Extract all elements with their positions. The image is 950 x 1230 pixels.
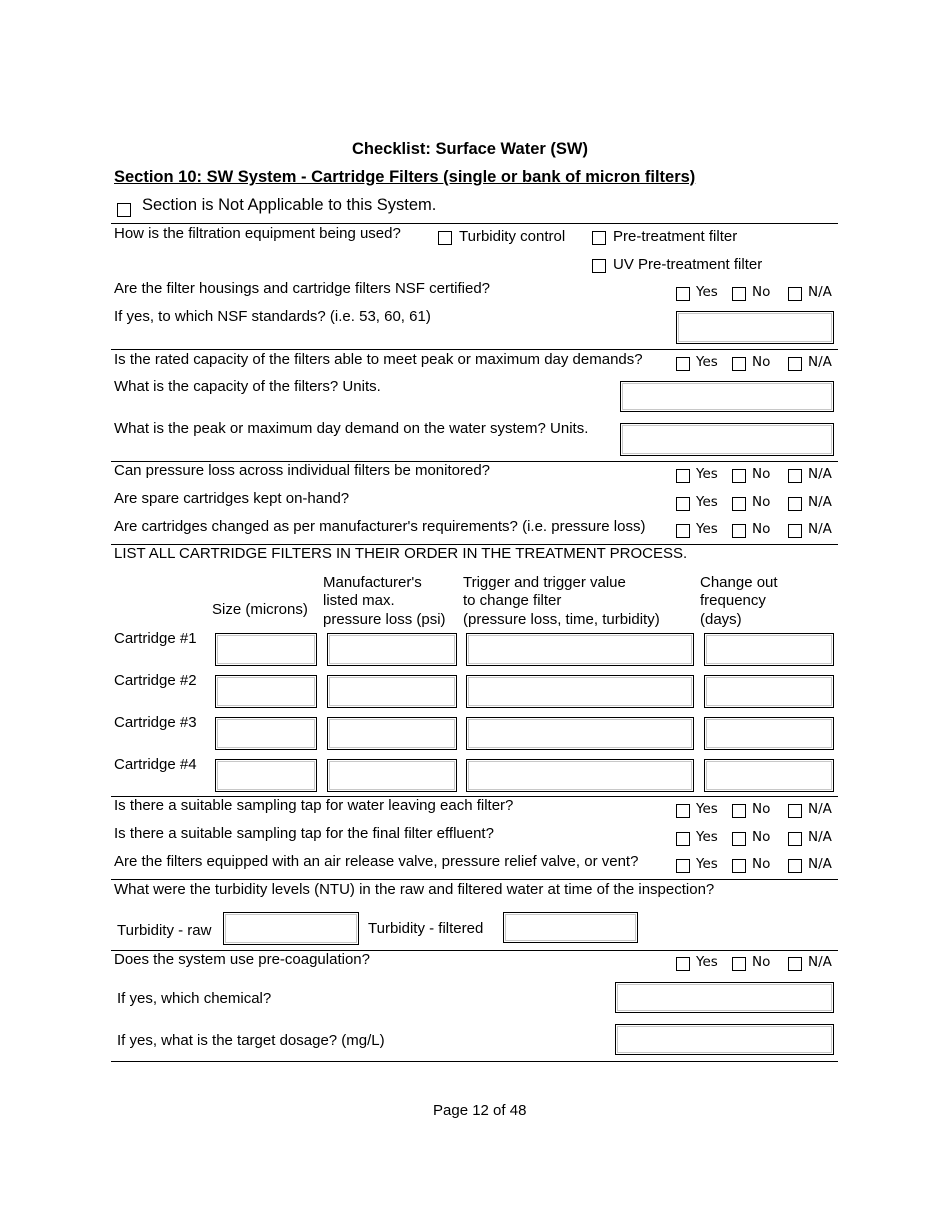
tap-final-na-label: N/A bbox=[808, 829, 832, 845]
spare-yes-label: Yes bbox=[696, 494, 718, 510]
turbidity-raw-field[interactable] bbox=[223, 912, 359, 945]
turbidity-filtered-field[interactable] bbox=[503, 912, 638, 943]
col-change-header-1: Change out bbox=[700, 574, 778, 591]
page-number: Page 12 of 48 bbox=[433, 1102, 527, 1119]
capacity-yes-label: Yes bbox=[696, 354, 718, 370]
q-nsf-label: Are the filter housings and cartridge filters NSF certified? bbox=[114, 280, 491, 297]
tap-each-yes-label: Yes bbox=[696, 801, 718, 817]
tap-each-yes-checkbox[interactable] bbox=[676, 804, 690, 818]
precoag-na-label: N/A bbox=[808, 954, 832, 970]
q-use-label: How is the filtration equipment being used? bbox=[114, 225, 401, 242]
pretreatment-checkbox[interactable] bbox=[592, 231, 606, 245]
cartridge-3-size-field[interactable] bbox=[215, 717, 317, 750]
col-trigger-header-2: to change filter bbox=[463, 592, 562, 609]
q-dosage-label: If yes, what is the target dosage? (mg/L) bbox=[117, 1032, 385, 1049]
col-trigger-header-3: (pressure loss, time, turbidity) bbox=[463, 611, 660, 628]
cartridge-2-pressure-field[interactable] bbox=[327, 675, 457, 708]
q-chemical-label: If yes, which chemical? bbox=[117, 990, 272, 1007]
q-turbidity-label: What were the turbidity levels (NTU) in the raw and filtered water at time of the inspection? bbox=[114, 881, 715, 898]
cartridge-4-frequency-field[interactable] bbox=[704, 759, 834, 792]
tap-final-yes-label: Yes bbox=[696, 829, 718, 845]
pressure-loss-yes-label: Yes bbox=[696, 466, 718, 482]
chemical-field[interactable] bbox=[615, 982, 834, 1013]
cartridge-1-frequency-field[interactable] bbox=[704, 633, 834, 666]
changed-yes-label: Yes bbox=[696, 521, 718, 537]
divider bbox=[111, 223, 838, 224]
uv-pretreatment-checkbox[interactable] bbox=[592, 259, 606, 273]
cartridge-4-size-field[interactable] bbox=[215, 759, 317, 792]
pressure-loss-na-label: N/A bbox=[808, 466, 832, 482]
section-heading: Section 10: SW System - Cartridge Filters (single or bank of micron filters) bbox=[114, 168, 696, 186]
cartridge-2-size-field[interactable] bbox=[215, 675, 317, 708]
precoag-no-label: No bbox=[752, 954, 771, 970]
valve-na-label: N/A bbox=[808, 856, 832, 872]
divider bbox=[111, 879, 838, 880]
col-trigger-header-1: Trigger and trigger value bbox=[463, 574, 626, 591]
spare-na-checkbox[interactable] bbox=[788, 497, 802, 511]
cartridge-3-trigger-field[interactable] bbox=[466, 717, 694, 750]
pressure-loss-no-checkbox[interactable] bbox=[732, 469, 746, 483]
not-applicable-label: Section is Not Applicable to this System. bbox=[142, 196, 437, 214]
col-change-header-2: frequency bbox=[700, 592, 766, 609]
nsf-na-label: N/A bbox=[808, 284, 832, 300]
changed-no-label: No bbox=[752, 521, 771, 537]
cartridge-2-trigger-field[interactable] bbox=[466, 675, 694, 708]
precoag-yes-label: Yes bbox=[696, 954, 718, 970]
pressure-loss-na-checkbox[interactable] bbox=[788, 469, 802, 483]
capacity-field[interactable] bbox=[620, 381, 834, 412]
valve-yes-label: Yes bbox=[696, 856, 718, 872]
q-peak-label: What is the peak or maximum day demand on the water system? Units. bbox=[114, 420, 589, 437]
capacity-na-checkbox[interactable] bbox=[788, 357, 802, 371]
changed-na-label: N/A bbox=[808, 521, 832, 537]
cartridge-2-frequency-field[interactable] bbox=[704, 675, 834, 708]
col-change-header-3: (days) bbox=[700, 611, 742, 628]
col-mfr-header-1: Manufacturer's bbox=[323, 574, 422, 591]
cartridge-4-trigger-field[interactable] bbox=[466, 759, 694, 792]
nsf-standards-field[interactable] bbox=[676, 311, 834, 344]
q-tap-each-label: Is there a suitable sampling tap for water leaving each filter? bbox=[114, 797, 514, 814]
changed-na-checkbox[interactable] bbox=[788, 524, 802, 538]
pressure-loss-no-label: No bbox=[752, 466, 771, 482]
cartridge-3-pressure-field[interactable] bbox=[327, 717, 457, 750]
nsf-yes-label: Yes bbox=[696, 284, 718, 300]
cartridge-4-label: Cartridge #4 bbox=[114, 756, 197, 773]
cartridge-1-label: Cartridge #1 bbox=[114, 630, 197, 647]
precoag-no-checkbox[interactable] bbox=[732, 957, 746, 971]
capacity-yes-checkbox[interactable] bbox=[676, 357, 690, 371]
spare-no-checkbox[interactable] bbox=[732, 497, 746, 511]
changed-no-checkbox[interactable] bbox=[732, 524, 746, 538]
pressure-loss-yes-checkbox[interactable] bbox=[676, 469, 690, 483]
turbidity-raw-label: Turbidity - raw bbox=[117, 922, 212, 939]
tap-each-na-label: N/A bbox=[808, 801, 832, 817]
dosage-field[interactable] bbox=[615, 1024, 834, 1055]
cartridge-3-label: Cartridge #3 bbox=[114, 714, 197, 731]
page-title: Checklist: Surface Water (SW) bbox=[352, 140, 588, 158]
precoag-na-checkbox[interactable] bbox=[788, 957, 802, 971]
cartridge-4-pressure-field[interactable] bbox=[327, 759, 457, 792]
spare-no-label: No bbox=[752, 494, 771, 510]
valve-na-checkbox[interactable] bbox=[788, 859, 802, 873]
precoag-yes-checkbox[interactable] bbox=[676, 957, 690, 971]
uv-pretreatment-label: UV Pre-treatment filter bbox=[613, 256, 763, 273]
q-precoag-label: Does the system use pre-coagulation? bbox=[114, 951, 370, 968]
nsf-no-checkbox[interactable] bbox=[732, 287, 746, 301]
col-mfr-header-2: listed max. bbox=[323, 592, 395, 609]
peak-demand-field[interactable] bbox=[620, 423, 834, 456]
cartridge-2-label: Cartridge #2 bbox=[114, 672, 197, 689]
tap-final-yes-checkbox[interactable] bbox=[676, 832, 690, 846]
tap-each-na-checkbox[interactable] bbox=[788, 804, 802, 818]
cartridge-1-trigger-field[interactable] bbox=[466, 633, 694, 666]
q-spare-label: Are spare cartridges kept on-hand? bbox=[114, 490, 350, 507]
spare-na-label: N/A bbox=[808, 494, 832, 510]
q-capacity-label: What is the capacity of the filters? Units. bbox=[114, 378, 381, 395]
valve-yes-checkbox[interactable] bbox=[676, 859, 690, 873]
tap-final-no-label: No bbox=[752, 829, 771, 845]
valve-no-label: No bbox=[752, 856, 771, 872]
spare-yes-checkbox[interactable] bbox=[676, 497, 690, 511]
tap-final-na-checkbox[interactable] bbox=[788, 832, 802, 846]
q-tap-final-label: Is there a suitable sampling tap for the final filter effluent? bbox=[114, 825, 494, 842]
capacity-no-checkbox[interactable] bbox=[732, 357, 746, 371]
cartridge-1-pressure-field[interactable] bbox=[327, 633, 457, 666]
nsf-na-checkbox[interactable] bbox=[788, 287, 802, 301]
list-heading: LIST ALL CARTRIDGE FILTERS IN THEIR ORDER IN THE TREATMENT PROCESS. bbox=[114, 545, 688, 562]
nsf-no-label: No bbox=[752, 284, 771, 300]
q-nsf-standards-label: If yes, to which NSF standards? (i.e. 53, 60, 61) bbox=[114, 308, 431, 325]
turbidity-control-checkbox[interactable] bbox=[438, 231, 452, 245]
changed-yes-checkbox[interactable] bbox=[676, 524, 690, 538]
divider bbox=[111, 1061, 838, 1062]
tap-each-no-label: No bbox=[752, 801, 771, 817]
q-changed-label: Are cartridges changed as per manufacturer's requirements? (i.e. pressure loss) bbox=[114, 518, 646, 535]
pretreatment-label: Pre-treatment filter bbox=[613, 228, 738, 245]
capacity-no-label: No bbox=[752, 354, 771, 370]
turbidity-control-label: Turbidity control bbox=[459, 228, 566, 245]
q-valve-label: Are the filters equipped with an air release valve, pressure relief valve, or vent? bbox=[114, 853, 639, 870]
tap-each-no-checkbox[interactable] bbox=[732, 804, 746, 818]
col-size-header: Size (microns) bbox=[212, 601, 308, 618]
tap-final-no-checkbox[interactable] bbox=[732, 832, 746, 846]
turbidity-filtered-label: Turbidity - filtered bbox=[368, 920, 484, 937]
cartridge-1-size-field[interactable] bbox=[215, 633, 317, 666]
capacity-na-label: N/A bbox=[808, 354, 832, 370]
divider bbox=[111, 349, 838, 350]
valve-no-checkbox[interactable] bbox=[732, 859, 746, 873]
q-capacity-demand-label: Is the rated capacity of the filters able to meet peak or maximum day demands? bbox=[114, 351, 643, 368]
not-applicable-checkbox[interactable] bbox=[117, 203, 131, 217]
q-pressure-loss-label: Can pressure loss across individual filters be monitored? bbox=[114, 462, 491, 479]
col-mfr-header-3: pressure loss (psi) bbox=[323, 611, 446, 628]
nsf-yes-checkbox[interactable] bbox=[676, 287, 690, 301]
cartridge-3-frequency-field[interactable] bbox=[704, 717, 834, 750]
